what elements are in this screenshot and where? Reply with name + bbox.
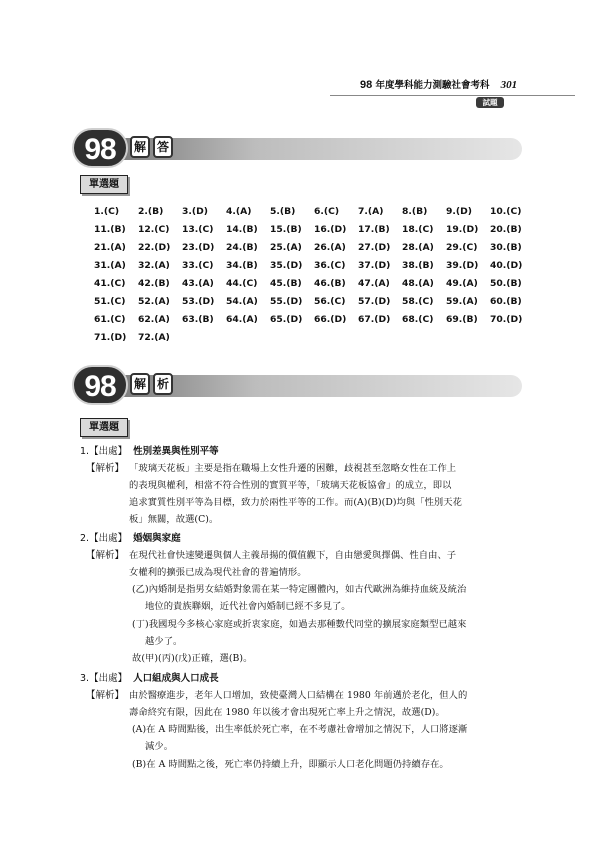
header-year: 98 [360,79,373,91]
analysis-label: 【解析】 [86,550,125,561]
banner-char-1: 解 [130,136,150,158]
answer-item: 8.(B) [402,206,428,217]
answer-item: 24.(B) [226,242,258,253]
answer-item: 34.(B) [226,260,258,271]
answer-item: 63.(B) [182,314,214,325]
answers-row [94,311,534,329]
answers-row [94,203,534,221]
answer-item: 58.(C) [402,296,434,307]
single-choice-tag: 單選題 [80,418,128,437]
answer-item: 47.(A) [358,278,390,289]
answers-grid [94,203,534,347]
answer-item: 56.(C) [314,296,346,307]
question-topic: 人口組成與人口成長 [133,673,219,684]
answer-item: 5.(B) [270,206,296,217]
analysis-line: 減少。 [145,741,174,752]
answers-row [94,275,534,293]
answer-item: 11.(B) [94,224,126,235]
answer-item: 72.(A) [138,332,170,343]
answer-item: 18.(C) [402,224,434,235]
answer-item: 52.(A) [138,296,170,307]
answer-item: 59.(A) [446,296,478,307]
analysis-line: 女權利的擴張已成為現代社會的普遍情形。 [129,567,307,578]
answer-item: 43.(A) [182,278,214,289]
banner-char-2: 答 [153,136,173,158]
answers-row [94,329,534,347]
answer-item: 25.(A) [270,242,302,253]
answer-item: 61.(C) [94,314,126,325]
question-source-label: 1.【出處】 [80,446,128,457]
question-source-label: 2.【出處】 [80,533,128,544]
header-rule [330,95,575,96]
answer-item: 19.(D) [446,224,479,235]
analysis-line: 越少了。 [145,636,183,647]
answer-item: 28.(A) [402,242,434,253]
banner-year-badge: 98 [72,365,128,405]
analysis-line: 由於醫療進步，老年人口增加，致使臺灣人口結構在 1980 年前邁於老化，但人的 [129,690,468,701]
answer-item: 68.(C) [402,314,434,325]
answer-item: 64.(A) [226,314,258,325]
answer-item: 50.(B) [490,278,522,289]
answer-item: 67.(D) [358,314,391,325]
running-header [360,77,575,93]
single-choice-tag: 單選題 [80,175,128,194]
question-topic: 性別差異與性別平等 [133,446,219,457]
banner-char-2: 析 [153,373,173,395]
answers-row [94,221,534,239]
answer-item: 32.(A) [138,260,170,271]
answer-item: 45.(B) [270,278,302,289]
analysis-line: (B)在 A 時間點之後，死亡率仍持續上升，即顯示人口老化問題仍持續存在。 [132,759,449,770]
answer-item: 26.(A) [314,242,346,253]
answers-row [94,293,534,311]
analysis-line: 的表現與權利，相當不符合性別的實質平等，「玻璃天花板協會」的成立，即以 [129,480,452,491]
question-source [80,532,181,546]
answers-row [94,257,534,275]
answer-item: 30.(B) [490,242,522,253]
banner-year-badge: 98 [72,128,128,168]
banner-bar [112,138,522,160]
answer-item: 38.(B) [402,260,434,271]
answer-item: 65.(D) [270,314,303,325]
question-topic: 婚姻與家庭 [133,533,181,544]
answer-item: 10.(C) [490,206,522,217]
header-title: 年度學科能力測驗社會考科 [375,80,490,91]
analysis-line: 板」無關，故選(C)。 [129,514,219,525]
answer-item: 57.(D) [358,296,391,307]
answer-item: 51.(C) [94,296,126,307]
answer-item: 3.(D) [182,206,208,217]
answer-item: 31.(A) [94,260,126,271]
analysis-line: (乙)內婚制是指男女結婚對象需在某一特定團體內，如古代歐洲為維持血統及統治 [132,584,467,595]
analysis-line: 「玻璃天花板」主要是指在職場上女性升遷的困難，歧視甚至忽略女性在工作上 [129,463,457,474]
answer-item: 23.(D) [182,242,215,253]
analysis-line: (A)在 A 時間點後，出生率低於死亡率，在不考慮社會增加之情況下，人口將逐漸 [132,724,468,735]
answer-item: 53.(D) [182,296,215,307]
answer-item: 41.(C) [94,278,126,289]
answer-item: 17.(B) [358,224,390,235]
analysis-banner [72,365,522,405]
answer-item: 4.(A) [226,206,252,217]
answer-item: 62.(A) [138,314,170,325]
answer-item: 66.(D) [314,314,347,325]
answer-item: 2.(B) [138,206,164,217]
header-tab-badge: 試題 [476,97,504,108]
answer-item: 35.(D) [270,260,303,271]
answer-item: 55.(D) [270,296,303,307]
analysis-line: (丁)我國現今多核心家庭或折衷家庭，如過去那種數代同堂的擴展家庭類型已越來 [132,619,467,630]
banner-char-1: 解 [130,373,150,395]
answer-item: 42.(B) [138,278,170,289]
answer-item: 27.(D) [358,242,391,253]
answer-item: 9.(D) [446,206,472,217]
answer-item: 46.(B) [314,278,346,289]
banner-bar [112,375,522,397]
answer-item: 7.(A) [358,206,384,217]
answer-item: 71.(D) [94,332,127,343]
answer-item: 22.(D) [138,242,171,253]
answers-banner [72,128,522,168]
question-source [80,445,219,459]
answer-item: 6.(C) [314,206,340,217]
answer-item: 15.(B) [270,224,302,235]
answer-item: 70.(D) [490,314,523,325]
question-source [80,672,219,686]
analysis-line: 壽命終究有限，因此在 1980 年以後才會出現死亡率上升之情況，故選(D)。 [129,707,445,718]
answer-item: 37.(D) [358,260,391,271]
answer-item: 12.(C) [138,224,170,235]
answer-item: 16.(D) [314,224,347,235]
answer-item: 40.(D) [490,260,523,271]
analysis-label: 【解析】 [86,463,125,474]
answer-item: 33.(C) [182,260,214,271]
answer-item: 54.(A) [226,296,258,307]
answer-item: 39.(D) [446,260,479,271]
answer-item: 44.(C) [226,278,258,289]
answer-item: 13.(C) [182,224,214,235]
analysis-line: 地位的貴族聯姻，近代社會內婚制已經不多見了。 [145,601,351,612]
analysis-line: 追求實質性別平等為目標，致力於兩性平等的工作。而(A)(B)(D)均與「性別天花 [129,497,462,508]
answer-item: 49.(A) [446,278,478,289]
answer-item: 29.(C) [446,242,478,253]
analysis-line: 故(甲)(丙)(戊)正確，選(B)。 [132,653,253,664]
answer-item: 48.(A) [402,278,434,289]
answer-item: 14.(B) [226,224,258,235]
analysis-line: 在現代社會快速變遷與個人主義昂揚的價值觀下，自由戀愛與擇偶、性自由、子 [129,550,457,561]
answer-item: 60.(B) [490,296,522,307]
answer-item: 69.(B) [446,314,478,325]
answer-item: 1.(C) [94,206,120,217]
answers-row [94,239,534,257]
answer-item: 20.(B) [490,224,522,235]
analysis-label: 【解析】 [86,690,125,701]
answer-item: 21.(A) [94,242,126,253]
page-number: 301 [500,79,518,91]
question-source-label: 3.【出處】 [80,673,128,684]
answer-item: 36.(C) [314,260,346,271]
